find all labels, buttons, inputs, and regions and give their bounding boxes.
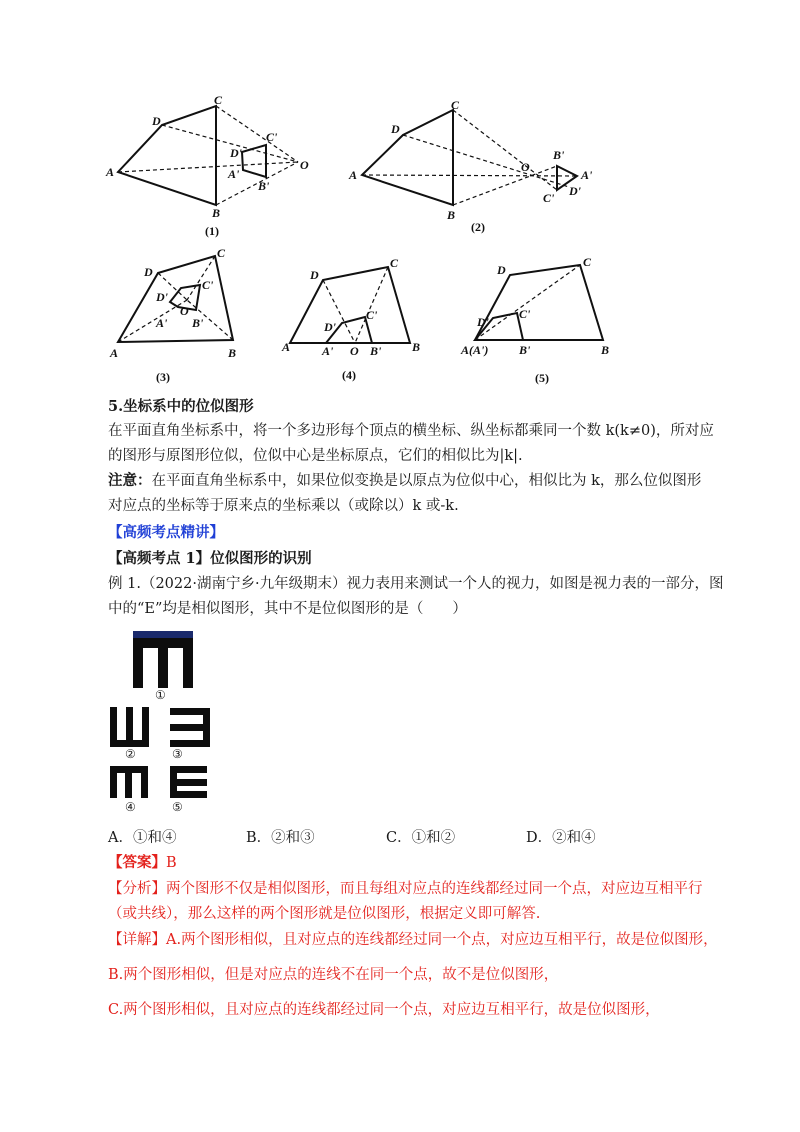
high-frequency-title: 【高频考点精讲】 xyxy=(108,524,224,541)
label-c: C xyxy=(390,256,399,270)
topic-title: 【高频考点 1】位似图形的识别 xyxy=(108,550,312,567)
figure-3 xyxy=(100,245,270,390)
note-label: 注意： xyxy=(108,472,152,489)
section-heading: 5.坐标系中的位似图形 xyxy=(108,398,254,415)
label-d1: D' xyxy=(324,320,336,334)
label-c1: C' xyxy=(202,278,214,292)
figure-2-caption: (2) xyxy=(471,220,485,234)
label-c: C xyxy=(217,246,226,260)
label-b1: B' xyxy=(192,316,204,330)
e-label-1: ① xyxy=(155,688,166,702)
e-label-3: ③ xyxy=(172,747,183,761)
paragraph-line: 在平面直角坐标系中，将一个多边形每个顶点的横坐标、纵坐标都乘同一个数 k(k≠0)，所对应 xyxy=(108,423,714,439)
option-c[interactable]: C．①和② xyxy=(386,830,456,846)
figure-1 xyxy=(100,95,330,240)
label-d: D xyxy=(497,263,506,277)
figure-2 xyxy=(345,95,605,240)
label-o: O xyxy=(180,304,189,318)
label-a1: A' xyxy=(156,316,168,330)
label-b1: B' xyxy=(370,344,382,358)
analysis-line: 【分析】两个图形不仅是相似图形，而且每组对应点的连线都经过同一个点，对应边互相平行 xyxy=(108,881,703,897)
label-o: O xyxy=(300,158,309,172)
label-b: B xyxy=(601,343,610,357)
label-c1: C' xyxy=(366,308,378,322)
label-d1: D' xyxy=(569,184,581,198)
label-a: A(A') xyxy=(461,343,489,357)
vision-chart-figure xyxy=(100,625,230,820)
label-d1: D' xyxy=(477,315,489,329)
figure-4 xyxy=(280,255,440,385)
label-o: O xyxy=(521,160,530,174)
e-symbol-5 xyxy=(170,766,207,798)
label-b: B xyxy=(447,208,456,222)
answer-label: 【答案】 xyxy=(108,854,166,871)
label-a1: A' xyxy=(581,168,593,182)
label-c1: C' xyxy=(519,307,531,321)
figure-3-caption: (3) xyxy=(156,370,170,384)
figure-4-caption: (4) xyxy=(342,368,356,382)
label-c: C xyxy=(583,255,592,269)
answer-value: B xyxy=(166,855,177,871)
label-b: B xyxy=(412,340,421,354)
label-b: B xyxy=(228,346,237,360)
e-symbol-1 xyxy=(133,631,193,688)
paragraph-line: 的图形与原图形位似，位似中心是坐标原点，它们的相似比为|k|. xyxy=(108,448,523,464)
label-d: D xyxy=(310,268,319,282)
option-b[interactable]: B．②和③ xyxy=(246,830,315,846)
e-label-5: ⑤ xyxy=(172,800,183,814)
e-label-2: ② xyxy=(125,747,136,761)
label-d: D xyxy=(152,114,161,128)
label-a1: A' xyxy=(322,344,334,358)
label-d1: D' xyxy=(156,290,168,304)
label-b1: B' xyxy=(258,179,270,193)
label-c1: C' xyxy=(266,130,278,144)
label-b: B xyxy=(212,206,221,220)
example-line: 中的“E”均是相似图形，其中不是位似图形的是（ ） xyxy=(108,601,467,617)
detail-line: 【详解】A.两个图形相似，且对应点的连线都经过同一个点，对应边互相平行，故是位似图形， xyxy=(108,932,718,948)
label-d: D xyxy=(144,265,153,279)
e-symbol-3 xyxy=(170,708,210,747)
label-d1: D' xyxy=(230,146,242,160)
label-c1: C' xyxy=(543,191,555,205)
e-label-4: ④ xyxy=(125,800,136,814)
label-b1: B' xyxy=(553,148,565,162)
figure-1-caption: (1) xyxy=(205,224,219,238)
figure-5-caption: (5) xyxy=(535,371,549,385)
label-a: A xyxy=(106,165,115,179)
e-symbol-2 xyxy=(110,707,149,747)
label-a: A xyxy=(110,346,119,360)
option-d[interactable]: D．②和④ xyxy=(526,830,596,846)
label-d: D xyxy=(391,122,400,136)
detail-line: C.两个图形相似，且对应点的连线都经过同一个点，对应边互相平行，故是位似图形， xyxy=(108,1002,660,1018)
label-a: A xyxy=(349,168,358,182)
label-a1: A' xyxy=(228,167,240,181)
note-text: 在平面直角坐标系中，如果位似变换是以原点为位似中心，相似比为 k，那么位似图形 xyxy=(151,473,702,489)
label-o: O xyxy=(350,344,359,358)
label-a: A xyxy=(282,340,291,354)
answer-line xyxy=(108,853,177,873)
figure-5 xyxy=(455,250,625,385)
option-a[interactable]: A．①和④ xyxy=(108,830,177,846)
detail-line: B.两个图形相似，但是对应点的连线不在同一个点，故不是位似图形， xyxy=(108,967,559,983)
label-b1: B' xyxy=(519,343,531,357)
label-c: C xyxy=(214,95,223,107)
label-c: C xyxy=(451,98,460,112)
example-line: 例 1.（2022·湖南宁乡·九年级期末）视力表用来测试一个人的视力，如图是视力表的一部分，图 xyxy=(108,576,724,592)
note-line: 对应点的坐标等于原来点的坐标乘以（或除以）k 或-k. xyxy=(108,498,459,514)
note-line xyxy=(108,471,701,491)
analysis-line: （或共线），那么这样的两个图形就是位似图形，根据定义即可解答. xyxy=(108,906,541,922)
e-symbol-4 xyxy=(110,766,148,798)
